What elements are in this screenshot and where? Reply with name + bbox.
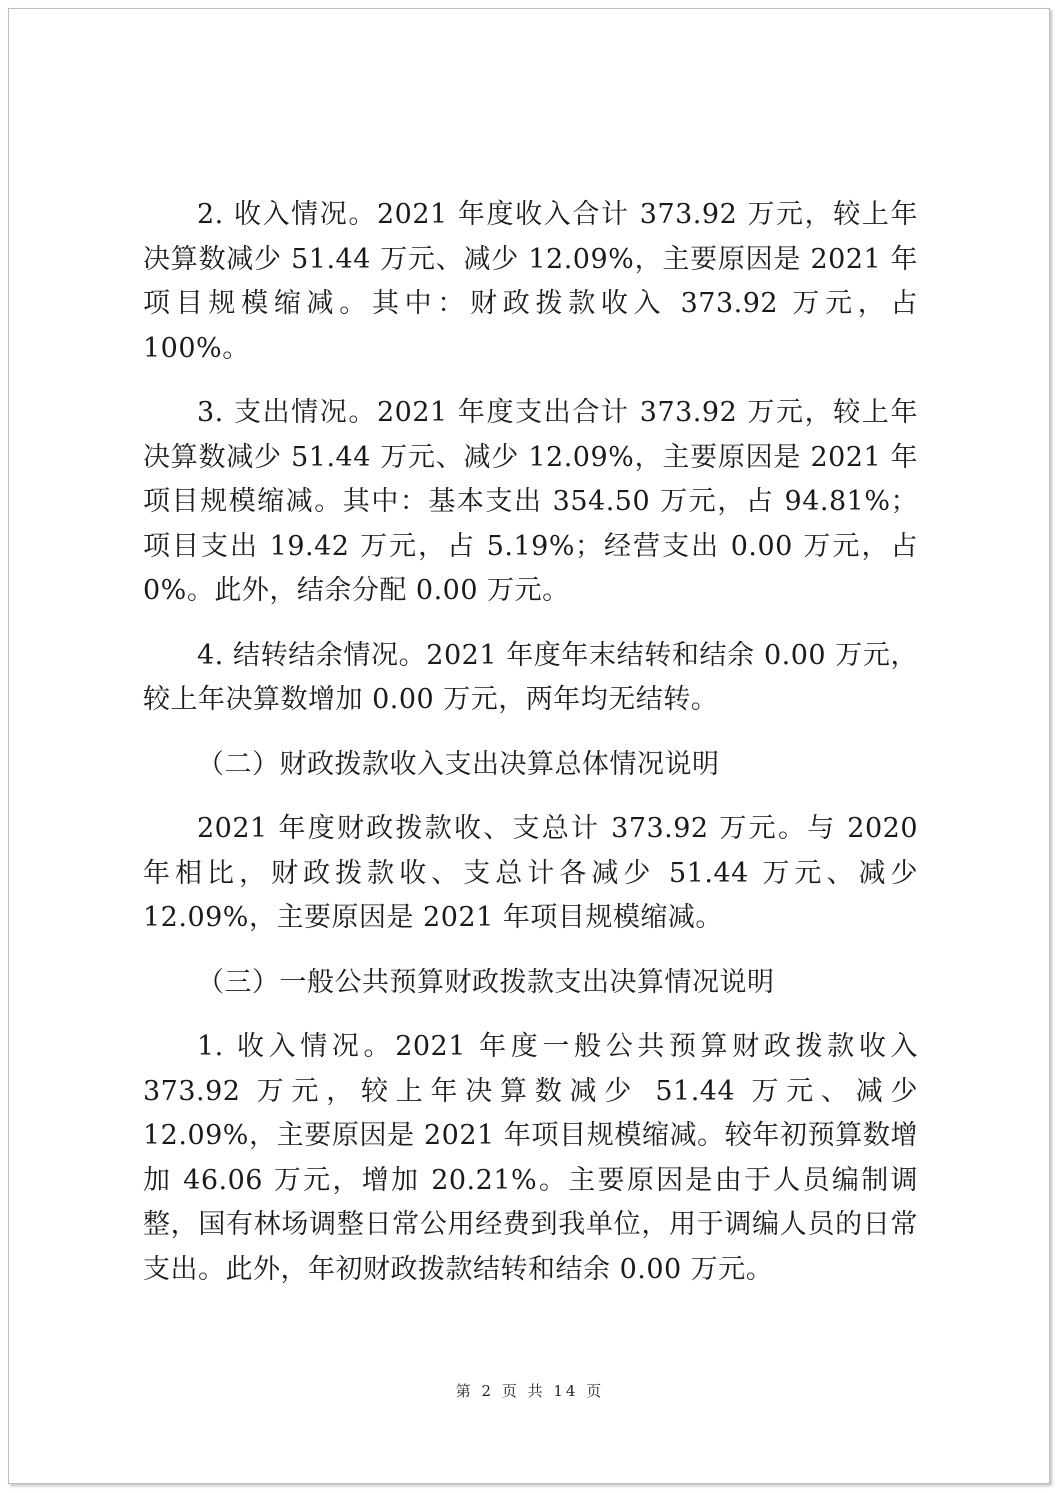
- paragraph-expenditure: 3. 支出情况。2021 年度支出合计 373.92 万元，较上年决算数减少 51.44 万元、减少 12.09%，主要原因是 2021 年项目规模缩减。其中：基本支出 354.50 万元，占 94.81%；项目支出 19.42 万元，占 5.19%；经营支出 0.00 万元，占 0%。此外，结余分配 0.00 万元。: [143, 397, 918, 606]
- paragraph-income: 2. 收入情况。2021 年度收入合计 373.92 万元，较上年决算数减少 51.44 万元、减少 12.09%，主要原因是 2021 年项目规模缩减。其中：财政拨款收入 373.92 万元，占 100%。: [143, 199, 918, 364]
- paragraph-general-budget-income: 1. 收入情况。2021 年度一般公共预算财政拨款收入 373.92 万元，较上年决算数减少 51.44 万元、减少 12.09%，主要原因是 2021 年项目规模缩减。较年初预算数增加 46.06 万元，增加 20.21%。主要原因是由于人员编制调整，国有林场调整日常公用经费到我单位，用于调编人员的日常支出。此外，年初财政拨款结转和结余 0.00 万元。: [143, 1031, 918, 1285]
- paragraph-carryover: 4. 结转结余情况。2021 年度年末结转和结余 0.00 万元，较上年决算数增加 0.00 万元，两年均无结转。: [143, 639, 918, 715]
- paragraph-fiscal-overall: 2021 年度财政拨款收、支总计 373.92 万元。与 2020 年相比，财政拨款收、支总计各减少 51.44 万元、减少 12.09%，主要原因是 2021 年项目规模缩减。: [143, 813, 918, 933]
- section-heading-fiscal-overall: （二）财政拨款收入支出决算总体情况说明: [197, 748, 720, 780]
- document-body: [143, 193, 918, 1312]
- section-heading-general-budget: （三）一般公共预算财政拨款支出决算情况说明: [197, 966, 775, 998]
- page-number-footer: 第 2 页 共 14 页: [455, 1382, 605, 1400]
